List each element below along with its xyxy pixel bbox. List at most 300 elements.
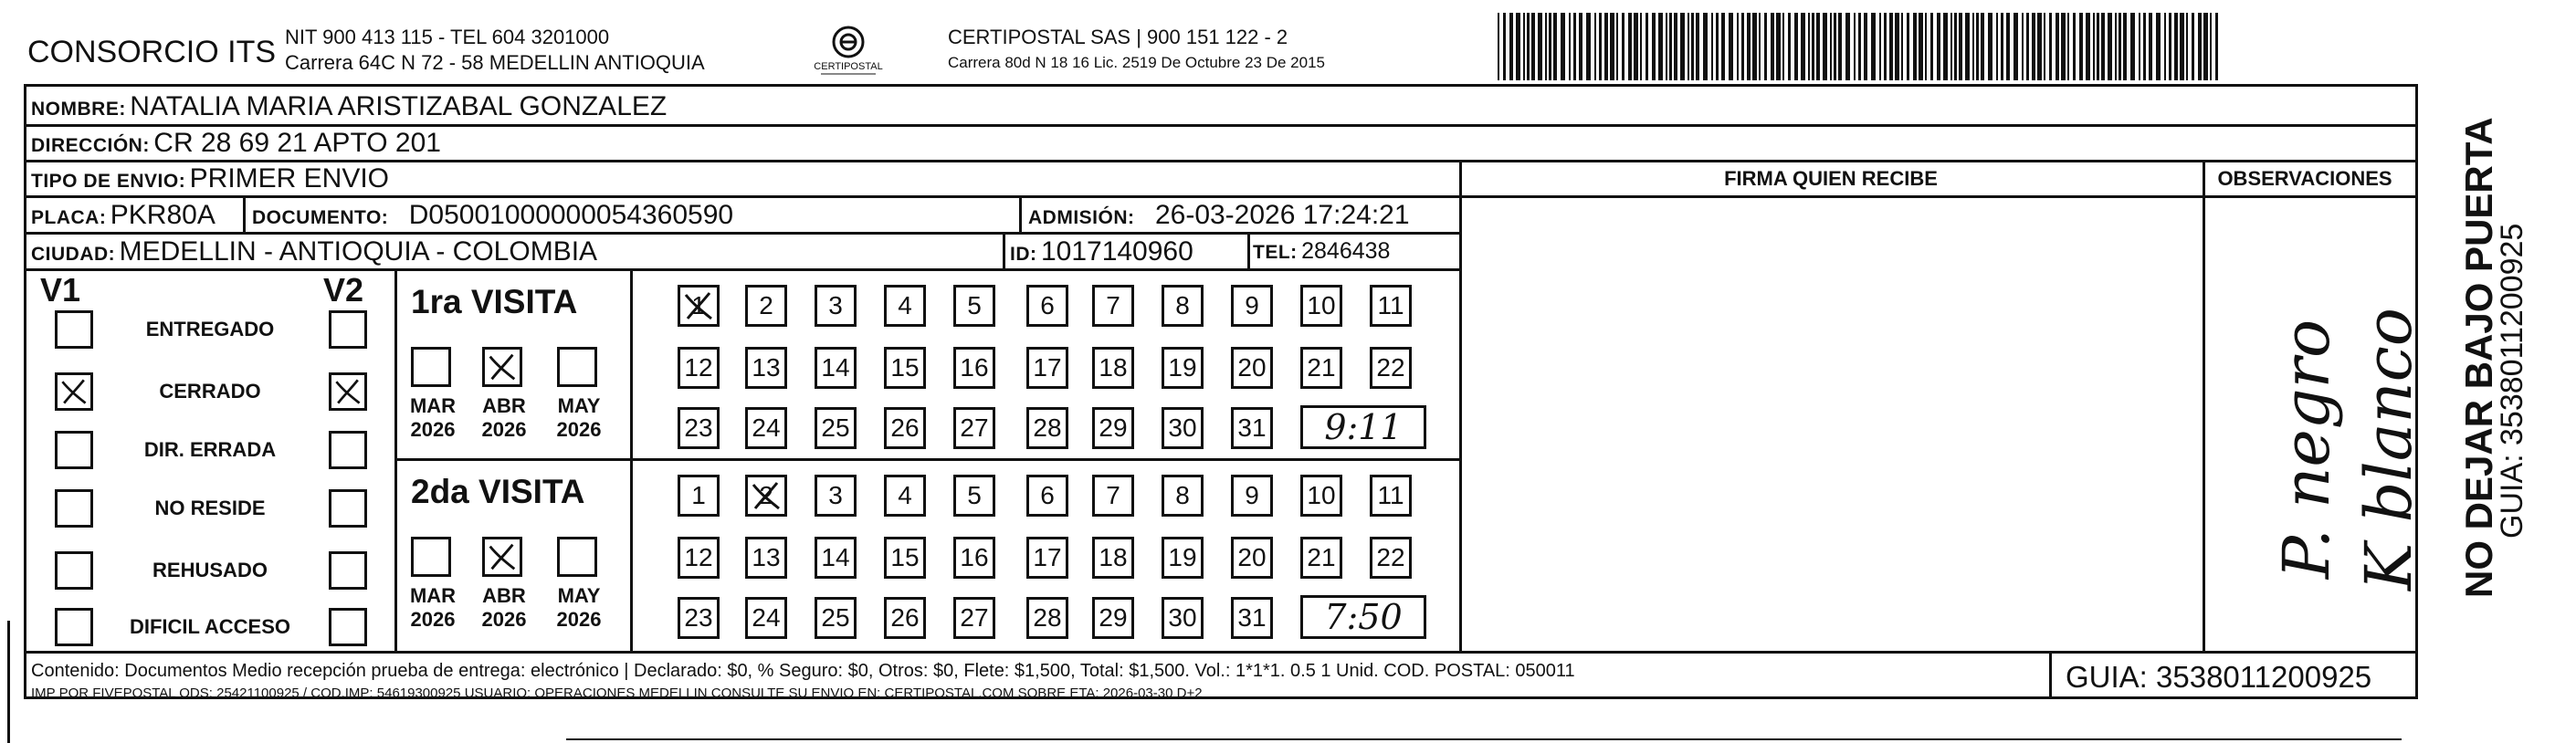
day-box[interactable] [678,597,720,639]
barcode [1498,13,2228,80]
day-box[interactable] [1300,537,1342,579]
barcode-bar [2198,13,2202,80]
status-label: CERRADO [159,380,261,403]
v2-checkbox[interactable] [329,608,367,646]
barcode-bar [1599,13,1602,80]
day-box[interactable] [884,537,926,579]
day-number: 13 [752,353,781,382]
day-box[interactable] [1370,285,1412,327]
side-guia: GUIA: 3538011200925 [2495,223,2529,539]
day-box[interactable] [745,347,787,389]
day-number: 6 [1040,481,1055,509]
barcode-bar [1658,13,1663,80]
x-check-mark-icon [485,350,520,384]
tipo-label: TIPO DE ENVIO: [31,171,186,192]
status-label: NO RESIDE [154,497,266,519]
day-box[interactable] [1092,285,1134,327]
v2-checkbox[interactable] [329,431,367,469]
day-number: 25 [821,603,850,632]
day-number: 21 [1307,353,1336,382]
v1-checkbox[interactable] [55,310,93,349]
company-line-2: Carrera 64C N 72 - 58 MEDELLIN ANTIOQUIA [285,51,705,74]
day-number: 15 [890,353,920,382]
day-box[interactable] [884,475,926,517]
day-number: 21 [1307,543,1336,571]
day-box[interactable] [1092,475,1134,517]
month-label: MAY [557,394,601,417]
barcode-bar [1531,13,1535,80]
barcode-bar [1553,13,1557,80]
month-label: MAY [557,584,601,607]
barcode-bar [1503,13,1506,80]
barcode-bar [1538,13,1542,80]
day-box[interactable] [1026,597,1068,639]
barcode-bar [2174,13,2178,80]
barcode-bar [1801,13,1805,80]
day-number: 25 [821,413,850,442]
barcode-bar [1569,13,1571,80]
day-number: 7 [1106,291,1120,319]
barcode-bar [2123,13,2127,80]
barcode-bar [1640,13,1642,80]
day-box[interactable] [745,285,787,327]
day-box[interactable] [815,347,857,389]
side-no-dejar: NO DEJAR BAJO PUERTA [2457,117,2500,598]
day-number: 27 [960,603,989,632]
barcode-bar [1794,13,1798,80]
day-box[interactable] [953,347,995,389]
day-number: 4 [898,291,912,319]
day-box[interactable] [953,537,995,579]
day-box[interactable] [1231,537,1273,579]
day-number: 1 [691,291,706,319]
barcode-bar [1509,13,1513,80]
day-box[interactable] [1370,537,1412,579]
day-number: 22 [1376,543,1405,571]
barcode-bar [1845,13,1850,80]
barcode-bar [2044,13,2045,80]
barcode-bar [1838,13,1842,80]
barcode-bar [1716,13,1719,80]
day-number: 11 [1377,291,1404,319]
day-box[interactable] [678,407,720,449]
id-label: ID: [1010,244,1037,265]
day-number: 19 [1168,543,1197,571]
day-box[interactable] [678,537,720,579]
visit-title: 1ra VISITA [411,283,578,320]
day-number: 27 [960,413,989,442]
direccion-row [31,130,441,157]
barcode-bar [1954,13,1957,80]
day-box[interactable] [1231,407,1273,449]
barcode-bar [1764,13,1767,80]
x-check-mark-icon [331,375,364,408]
barcode-bar [1854,13,1856,80]
visit-time-box[interactable] [1300,405,1426,449]
visit-time-box[interactable] [1300,595,1426,639]
day-box[interactable] [884,285,926,327]
day-box[interactable] [745,407,787,449]
barcode-bar [1674,13,1677,80]
barcode-bar [1879,13,1881,80]
day-number: 16 [960,353,989,382]
day-box[interactable] [1162,407,1204,449]
barcode-bar [2049,13,2052,80]
x-check-mark-icon [485,539,520,574]
barcode-bar [1737,13,1739,80]
barcode-bar [2108,13,2112,80]
barcode-bar [2073,13,2076,80]
direccion-value: CR 28 69 21 APTO 201 [153,128,441,158]
day-number: 30 [1168,603,1197,632]
day-box[interactable] [1092,597,1134,639]
barcode-bar [2156,13,2161,80]
firma-label: FIRMA QUIEN RECIBE [1724,167,1938,190]
barcode-bar [2061,13,2066,80]
day-box[interactable] [815,407,857,449]
v2-checkbox[interactable] [329,372,367,411]
day-number: 13 [752,543,781,571]
barcode-bar [2149,13,2152,80]
day-number: 28 [1033,413,1062,442]
day-number: 29 [1099,413,1128,442]
footer-imp: IMP POR FIVEPOSTAL ODS: 25421100925 / COD.IMP: 54619300925 USUARIO: OPERACIONES MEDELLIN CONSULTE SU ENVIO EN: CERTIPOSTAL.COM SOBRE ETA: 2026-03-30 D+2 [31,685,1203,701]
barcode-bar [1549,13,1551,80]
barcode-bar [2139,13,2140,80]
day-box[interactable] [884,407,926,449]
day-box[interactable] [745,475,787,517]
day-box[interactable] [1092,407,1134,449]
direccion-label: DIRECCIÓN: [31,135,150,156]
barcode-bar [1996,13,1998,80]
day-box[interactable] [1026,537,1068,579]
day-number: 31 [1237,603,1267,632]
day-box[interactable] [953,597,995,639]
barcode-bar [1972,13,1974,80]
barcode-bar [2097,13,2099,80]
barcode-bar [1959,13,1962,80]
barcode-bar [1901,13,1903,80]
barcode-bar [2067,13,2069,80]
barcode-bar [2130,13,2135,80]
barcode-bar [2203,13,2208,80]
day-box[interactable] [884,347,926,389]
barcode-bar [2169,13,2171,80]
day-box[interactable] [815,285,857,327]
barcode-bar [1965,13,1970,80]
ciudad-value: MEDELLIN - ANTIOQUIA - COLOMBIA [119,236,598,267]
v1-checkbox[interactable] [55,489,93,528]
month-label: ABR [482,584,526,607]
status-label: DIR. ERRADA [143,438,277,461]
month-label: MAR [409,584,457,607]
day-box[interactable] [1162,597,1204,639]
barcode-bar [1771,13,1774,80]
barcode-bar [1645,13,1648,80]
month-year: 2026 [556,418,602,441]
day-box[interactable] [953,285,995,327]
day-number: 26 [890,603,920,632]
day-number: 30 [1168,413,1197,442]
barcode-bar [2032,13,2035,80]
day-box[interactable] [1026,285,1068,327]
documento-row [252,202,733,229]
day-box[interactable] [1231,285,1273,327]
tel-label: TEL: [1253,242,1298,263]
day-number: 20 [1237,543,1267,571]
barcode-bar [1747,13,1751,80]
month-checkbox[interactable] [482,537,522,577]
day-number: 8 [1175,291,1190,319]
placa-label: PLACA: [31,207,107,228]
barcode-bar [1573,13,1576,80]
day-box[interactable] [745,597,787,639]
barcode-bar [1729,13,1733,80]
v2-checkbox[interactable] [329,551,367,590]
barcode-bar [1628,13,1632,80]
month-year: 2026 [481,608,527,631]
month-checkbox[interactable] [411,537,451,577]
barcode-bar [1782,13,1784,80]
month-label: MAR [409,394,457,417]
id-value: 1017140960 [1040,236,1193,267]
day-number: 26 [890,413,920,442]
month-year: 2026 [556,608,602,631]
v1-checkbox[interactable] [55,551,93,590]
month-label: ABR [482,394,526,417]
tel-row [1253,240,1390,263]
barcode-bar [1830,13,1832,80]
barcode-bar [1889,13,1893,80]
barcode-bar [1666,13,1667,80]
day-number: 2 [759,481,773,509]
day-number: 12 [684,543,713,571]
barcode-bar [2192,13,2194,80]
day-number: 16 [960,543,989,571]
day-number: 15 [890,543,920,571]
day-box[interactable] [678,475,720,517]
observaciones-area[interactable] [2206,198,2426,649]
signature-area[interactable] [1461,198,2201,649]
day-box[interactable] [1370,475,1412,517]
observaciones-label: OBSERVACIONES [2217,167,2392,190]
id-row [1010,238,1193,266]
barcode-bar [1871,13,1876,80]
day-box[interactable] [815,475,857,517]
day-box[interactable] [1370,347,1412,389]
visit-title: 2da VISITA [411,473,585,510]
month-checkbox[interactable] [411,347,451,387]
day-number: 17 [1033,353,1062,382]
day-number: 23 [684,603,713,632]
barcode-bar [2119,13,2121,80]
barcode-bar [1930,13,1933,80]
barcode-bar [2143,13,2146,80]
day-box[interactable] [745,537,787,579]
day-number: 24 [752,413,781,442]
barcode-bar [2079,13,2083,80]
barcode-bar [2006,13,2010,80]
day-box[interactable] [1092,537,1134,579]
observaciones-handwriting-2: K blanco [2351,308,2426,591]
ciudad-row [31,238,597,266]
barcode-bar [1981,13,1984,80]
day-box[interactable] [1162,285,1204,327]
v2-label: V2 [323,271,364,309]
day-number: 28 [1033,603,1062,632]
day-box[interactable] [1026,347,1068,389]
barcode-bar [1545,13,1547,80]
day-box[interactable] [953,407,995,449]
barcode-bar [1652,13,1656,80]
day-number: 20 [1237,353,1267,382]
day-box[interactable] [815,597,857,639]
day-number: 17 [1033,543,1062,571]
barcode-bar [2013,13,2018,80]
barcode-bar [1816,13,1820,80]
day-number: 29 [1099,603,1128,632]
day-number: 1 [691,481,706,509]
day-box[interactable] [1231,597,1273,639]
day-box[interactable] [1300,285,1342,327]
day-number: 24 [752,603,781,632]
day-number: 2 [759,291,773,319]
barcode-bar [1988,13,1992,80]
barcode-bar [1884,13,1887,80]
barcode-bar [1907,13,1909,80]
day-box[interactable] [1300,347,1342,389]
month-checkbox[interactable] [557,347,597,387]
barcode-bar [2037,13,2042,80]
day-number: 6 [1040,291,1055,319]
barcode-bar [2186,13,2188,80]
month-checkbox[interactable] [482,347,522,387]
day-box[interactable] [1026,407,1068,449]
barcode-bar [1864,13,1867,80]
barcode-bar [2056,13,2059,80]
day-number: 11 [1377,481,1404,509]
barcode-bar [1808,13,1810,80]
barcode-bar [1788,13,1791,80]
tipo-value: PRIMER ENVIO [189,163,390,194]
v2-checkbox[interactable] [329,310,367,349]
barcode-bar [1616,13,1618,80]
day-number: 14 [821,353,850,382]
barcode-bar [1703,13,1708,80]
footer-contenido: Contenido: Documentos Medio recepción prueba de entrega: electrónico | Declarado: $0, % Seguro: $0, Otros: $0, Flete: $1,500, Total: $1,500. Vol.: 1*1*1. 0.5 1 Unid. COD. POSTAL: 050011 [31,661,1575,681]
month-checkbox[interactable] [557,537,597,577]
day-number: 3 [828,291,843,319]
barcode-bar [1823,13,1827,80]
visit-time: 7:50 [1324,597,1403,637]
day-box[interactable] [1231,347,1273,389]
barcode-bar [2001,13,2003,80]
barcode-bar [1696,13,1699,80]
x-check-mark-icon [680,288,717,324]
v2-checkbox[interactable] [329,489,367,528]
month-year: 2026 [481,418,527,441]
day-box[interactable] [678,285,720,327]
day-number: 3 [828,481,843,509]
admision-row [1028,202,1410,229]
day-box[interactable] [953,475,995,517]
day-number: 31 [1237,413,1267,442]
barcode-bar [2164,13,2166,80]
barcode-bar [1913,13,1917,80]
barcode-bar [1634,13,1638,80]
barcode-bar [2210,13,2212,80]
day-number: 22 [1376,353,1405,382]
v1-checkbox[interactable] [55,608,93,646]
barcode-bar [2115,13,2117,80]
day-box[interactable] [1162,347,1204,389]
day-number: 10 [1307,291,1336,319]
nombre-row [31,93,667,120]
day-box[interactable] [678,347,720,389]
barcode-bar [1691,13,1694,80]
day-box[interactable] [1092,347,1134,389]
barcode-bar [2026,13,2029,80]
day-number: 9 [1245,291,1259,319]
day-box[interactable] [815,537,857,579]
day-number: 19 [1168,353,1197,382]
barcode-bar [1858,13,1861,80]
day-number: 10 [1307,481,1336,509]
barcode-bar [1523,13,1525,80]
barcode-bar [1950,13,1952,80]
certipostal-line-2: Carrera 80d N 18 16 Lic. 2519 De Octubre 23 De 2015 [948,54,1325,71]
observaciones-handwriting-1: P. negro [2269,319,2344,580]
barcode-bar [2101,13,2105,80]
month-year: 2026 [410,608,456,631]
day-number: 23 [684,413,713,442]
day-number: 18 [1099,353,1128,382]
day-box[interactable] [1300,475,1342,517]
barcode-bar [1895,13,1899,80]
day-box[interactable] [1231,475,1273,517]
documento-value: D05001000000054360590 [408,200,734,230]
barcode-bar [1669,13,1672,80]
day-box[interactable] [1026,475,1068,517]
day-box[interactable] [884,597,926,639]
barcode-bar [1919,13,1923,80]
barcode-bar [1622,13,1624,80]
v1-checkbox[interactable] [55,431,93,469]
v1-checkbox[interactable] [55,372,93,411]
barcode-bar [1688,13,1689,80]
placa-value: PKR80A [110,200,216,230]
barcode-bar [1516,13,1520,80]
tel-value: 2846438 [1301,238,1391,264]
certipostal-line-1: CERTIPOSTAL SAS | 900 151 122 - 2 [948,26,1288,48]
barcode-bar [1943,13,1948,80]
tipo-row [31,165,389,193]
day-number: 5 [967,481,982,509]
status-label: REHUSADO [152,559,268,581]
placa-row [31,202,216,229]
x-check-mark-icon [58,375,90,408]
day-box[interactable] [1162,537,1204,579]
footer-guia: GUIA: 3538011200925 [2066,660,2372,694]
documento-label: DOCUMENTO: [252,207,389,228]
visit-time: 9:11 [1324,407,1403,447]
status-label: DIFICIL ACCESO [129,615,290,638]
barcode-bar [1741,13,1744,80]
month-year: 2026 [410,418,456,441]
day-box[interactable] [1162,475,1204,517]
barcode-bar [2022,13,2024,80]
status-label: ENTREGADO [145,318,275,340]
